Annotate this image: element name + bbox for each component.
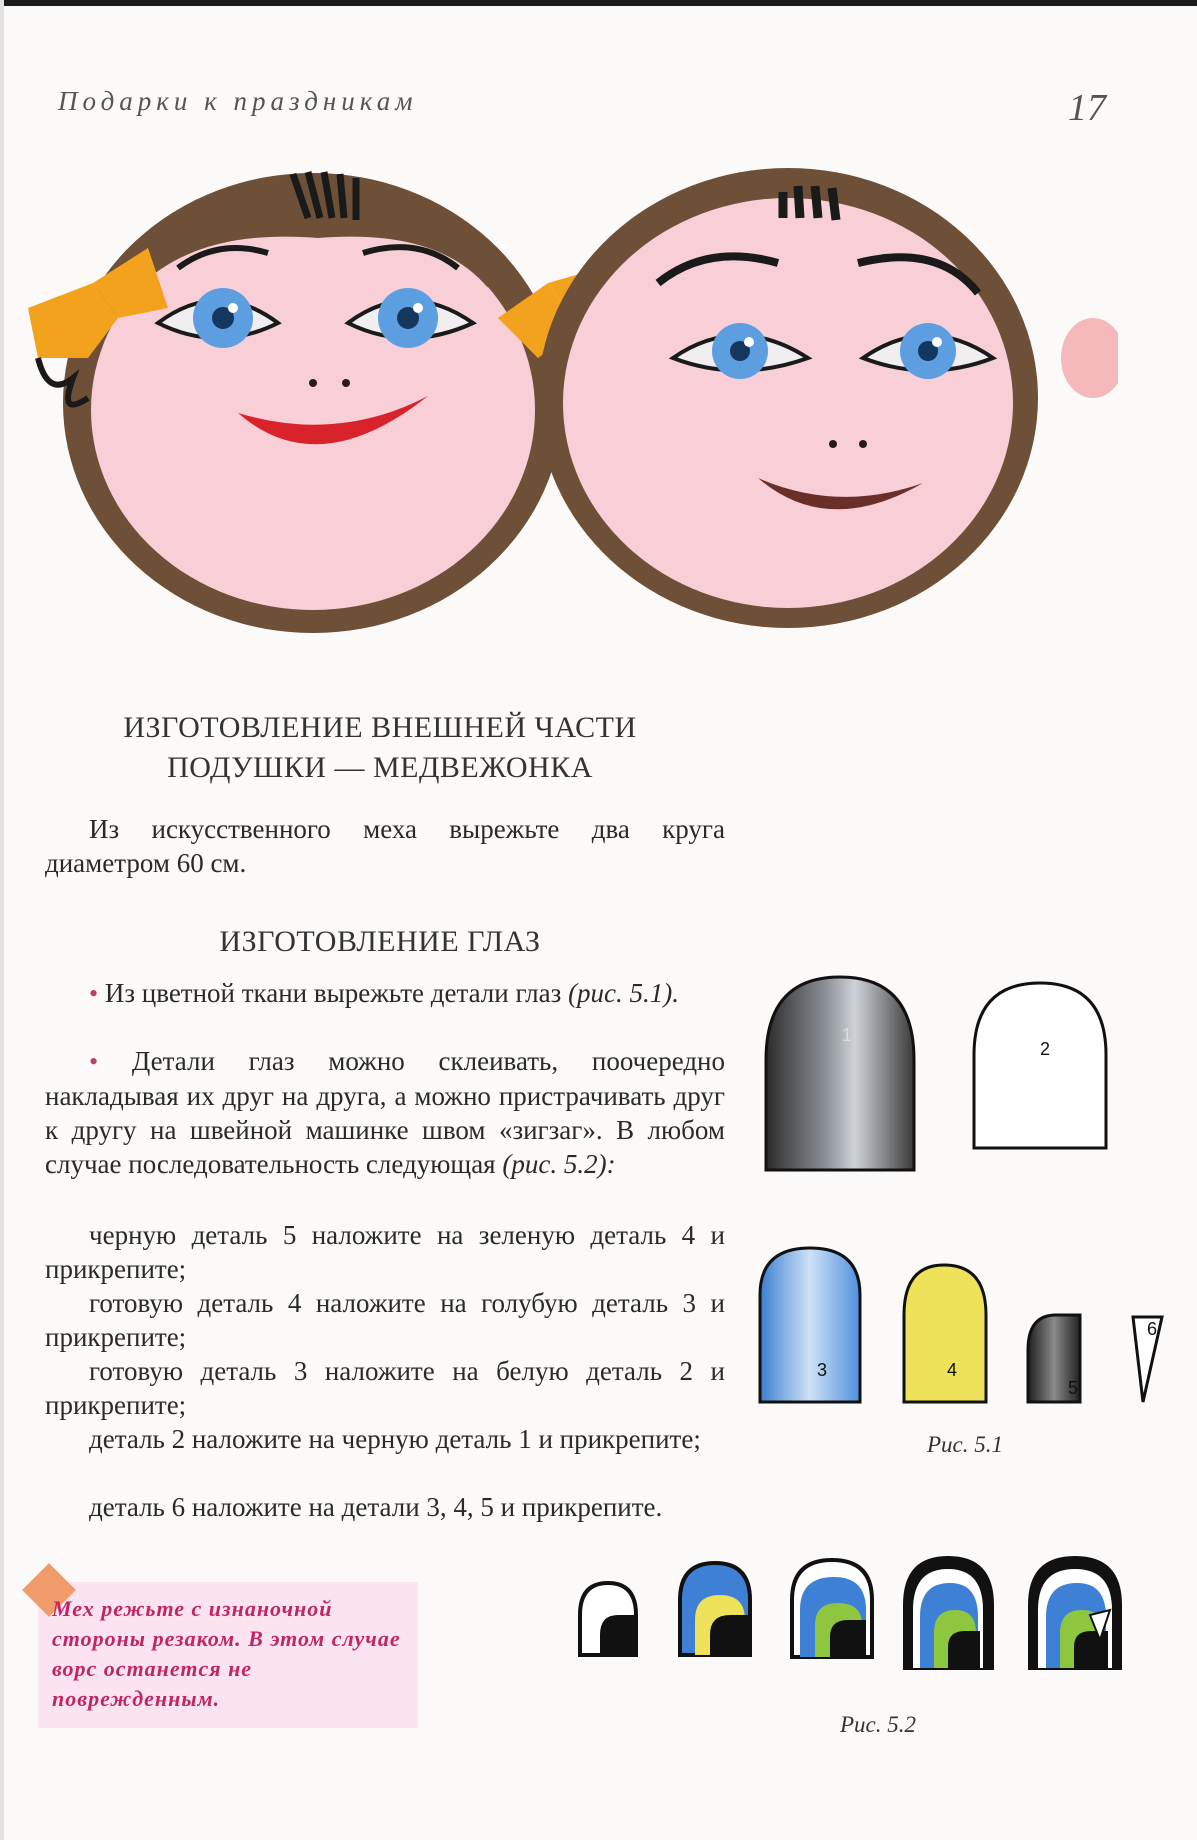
tip-text: Мех режьте с изнаночной стороны резаком. В этом случае ворс останется не поврежденным. [52,1596,401,1711]
eye-part-5 [1028,1315,1080,1402]
step-1: черную деталь 5 наложите на зеленую деталь 4 и прикрепите; [45,1220,725,1284]
step-2: готовую деталь 4 наложите на голубую деталь 3 и прикрепите; [45,1288,725,1352]
bullet-marker: • [89,979,99,1008]
eye-stage-1 [580,1583,636,1655]
part-label-3: 3 [817,1360,828,1380]
eye-stage-3 [792,1560,872,1657]
part-label-6: 6 [1147,1319,1158,1339]
section1-paragraph: Из искусственного меха вырежьте два круга диаметром 60 см. [45,814,725,878]
eye-part-6 [1133,1317,1162,1402]
bullet-marker: • [89,1047,99,1076]
step-4: деталь 2 наложите на черную деталь 1 и прикрепите; [89,1424,701,1454]
eye-part-3 [760,1248,860,1402]
part-label-4: 4 [947,1360,958,1380]
section1-title-line1: ИЗГОТОВЛЕНИЕ ВНЕШНЕЙ ЧАСТИ [123,711,637,744]
pillow-faces-photo [18,168,1118,648]
right-face [538,168,1118,628]
figure-5-2-caption: Рис. 5.2 [840,1712,917,1737]
step-5: деталь 6 наложите на детали 3, 4, 5 и прикрепите. [89,1492,663,1522]
section1-title-line2: ПОДУШКИ — МЕДВЕЖОНКА [167,751,593,784]
page-top-edge [0,0,1197,6]
eye-part-1 [766,977,914,1170]
page-number: 17 [1068,87,1106,129]
eye-part-2 [974,983,1106,1148]
part-label-5: 5 [1068,1378,1079,1398]
running-head: Подарки к праздникам [58,86,418,116]
figure-5-1-caption: Рис. 5.1 [927,1432,1004,1457]
step-3: готовую деталь 3 наложите на белую деталь 2 и прикрепите; [45,1356,725,1420]
bullet1-paragraph: • Из цветной ткани вырежьте детали глаз (рис. 5.1). [89,978,680,1008]
eye-part-4 [904,1265,986,1402]
page-left-edge [0,0,4,1840]
eye-stage-5 [1030,1558,1120,1668]
eye-stage-2 [680,1563,750,1655]
section2-title: ИЗГОТОВЛЕНИЕ ГЛАЗ [219,925,541,958]
bullet2-paragraph: • Детали глаз можно склеивать, поочередно накладывая их друг на друга, а можно пристрачивать друг к другу на швейной машинке швом «зигзаг». В любом случае последовательность следующая (рис. 5.2): [45,1046,726,1179]
part-label-1: 1 [842,1025,853,1045]
figure-5-1 [750,965,1190,1405]
figure-5-2 [570,1555,1170,1690]
eye-stage-4 [905,1558,992,1668]
part-label-2: 2 [1040,1039,1051,1059]
